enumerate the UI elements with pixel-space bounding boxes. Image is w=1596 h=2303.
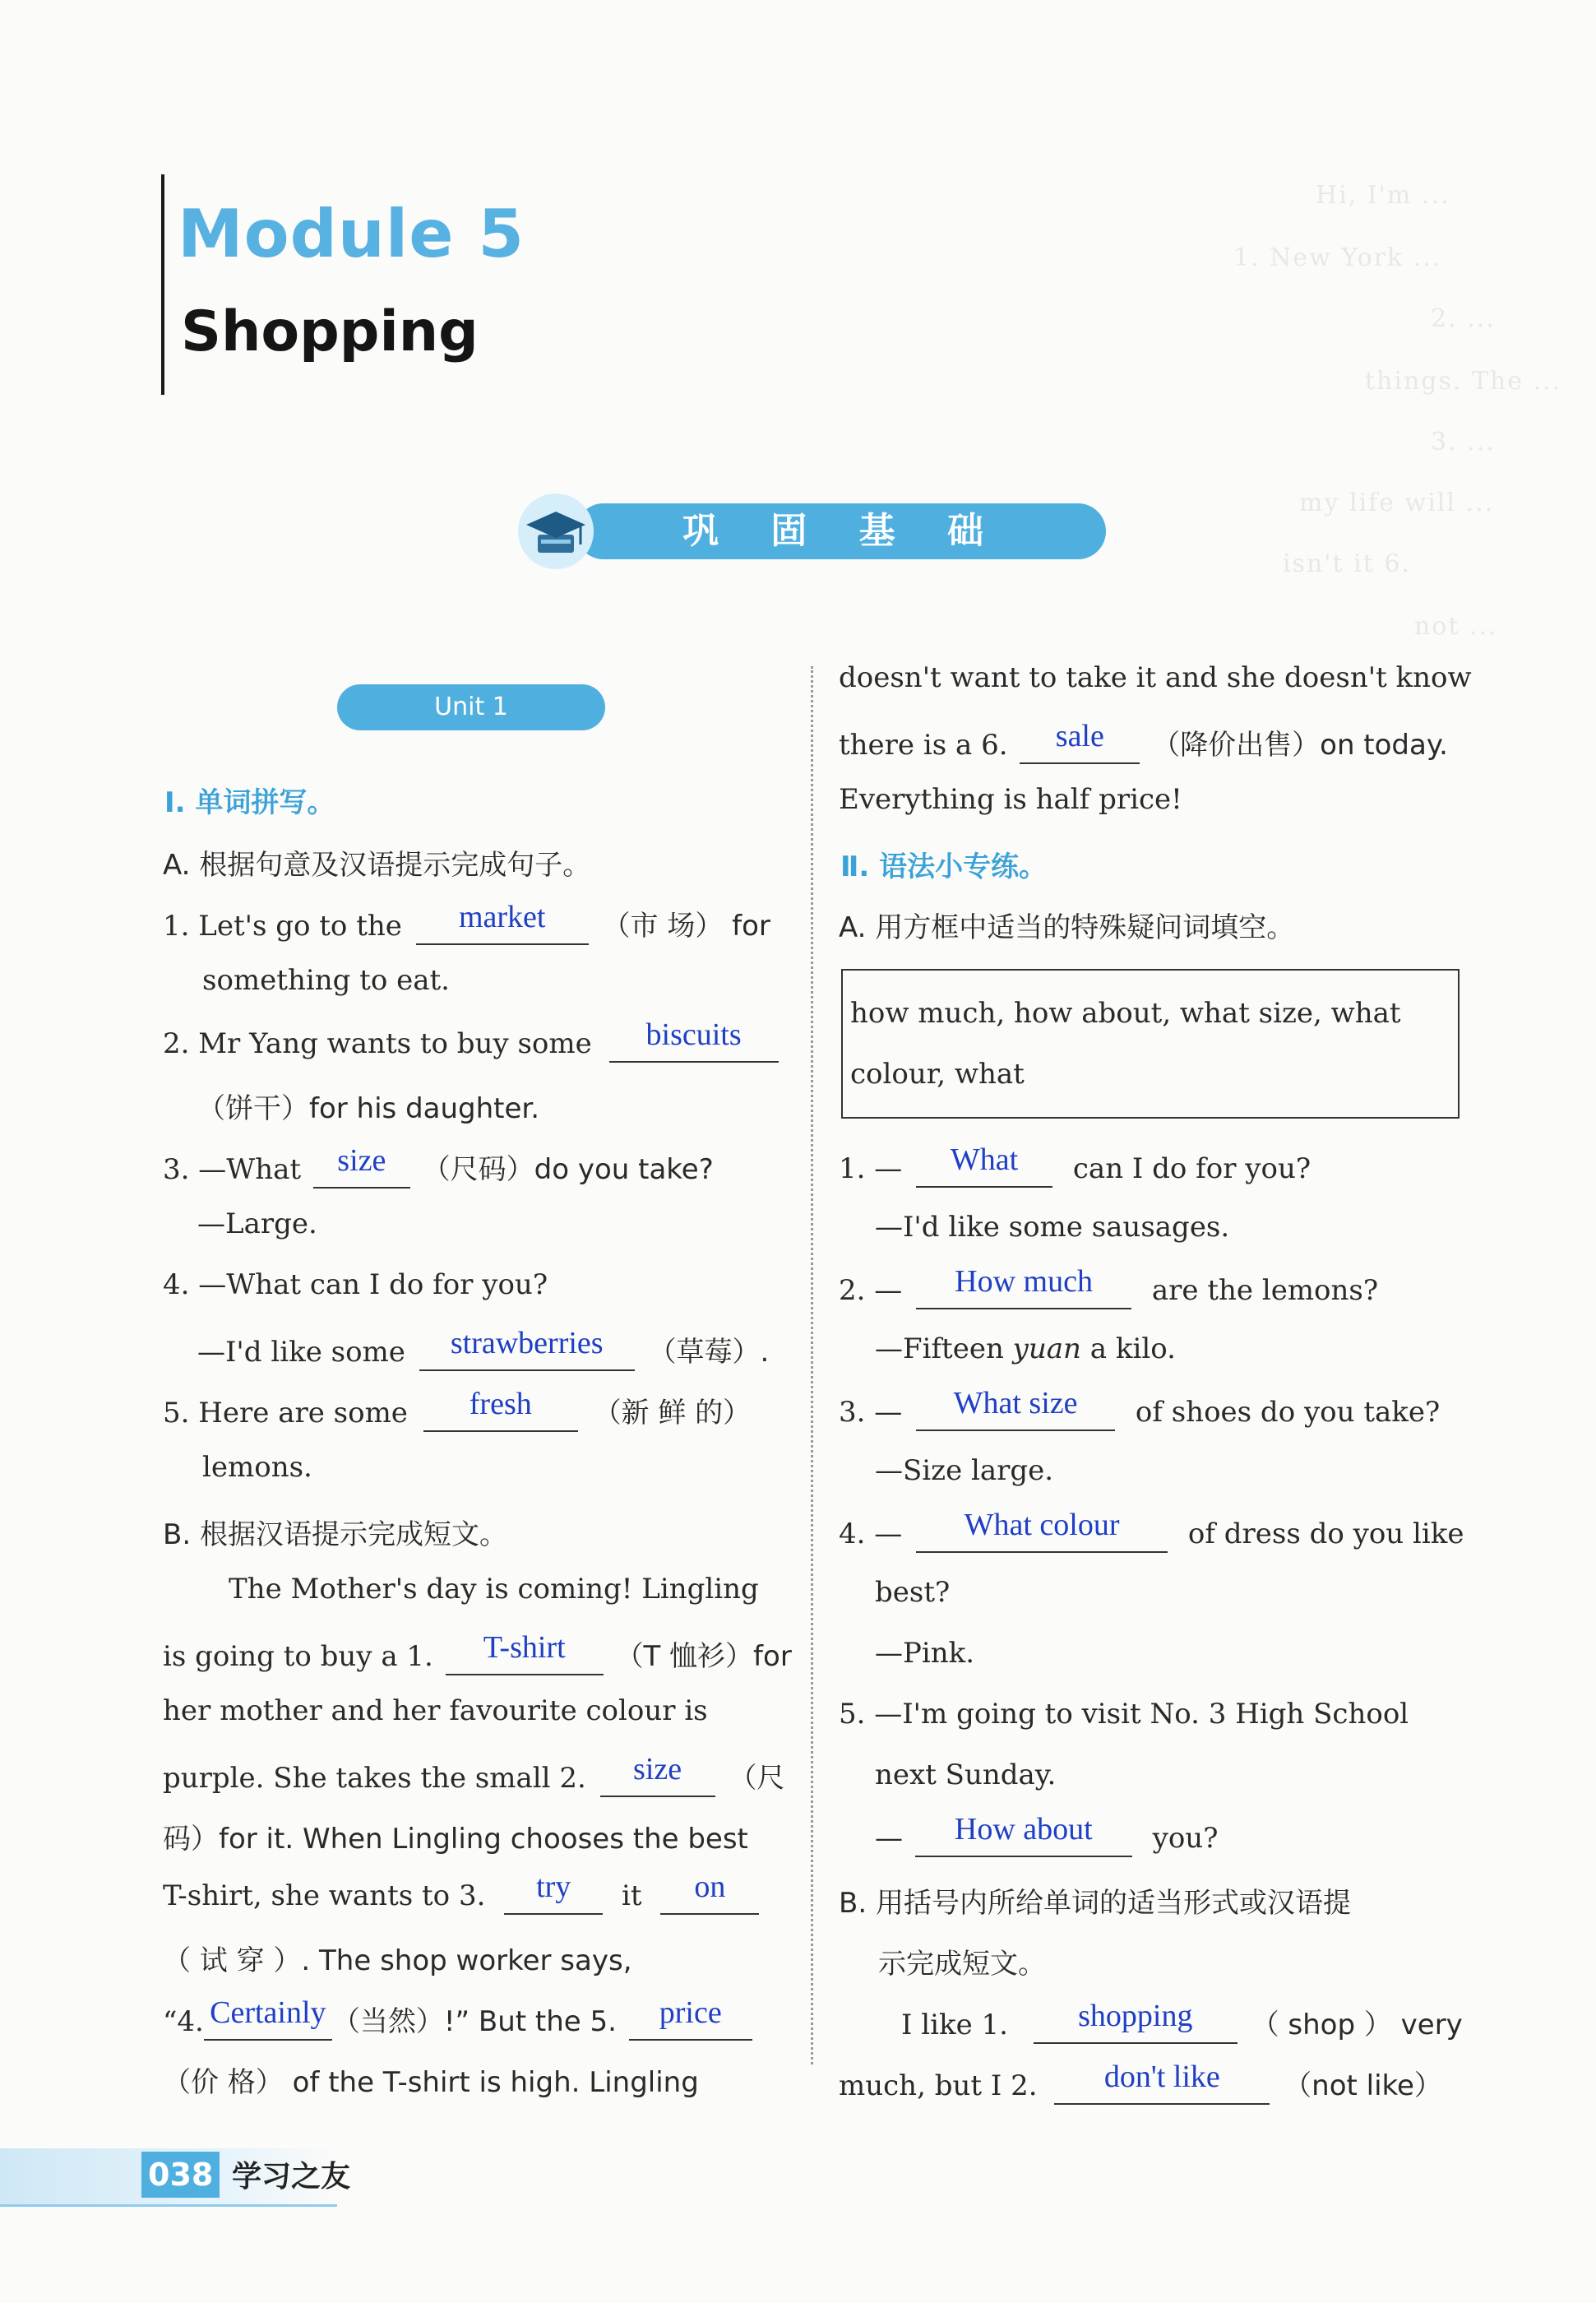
word-box — [841, 969, 1460, 1119]
book-brand: 学习之友 — [232, 2160, 351, 2194]
answer-blank: try — [504, 1877, 603, 1915]
answer-blank: size — [313, 1151, 410, 1189]
passage-line: her mother and her favourite colour is — [163, 1694, 708, 1727]
page-title: Shopping — [181, 299, 479, 364]
passage-line: The Mother's day is coming! Lingling — [229, 1573, 759, 1606]
passage-line: T-shirt, she wants to 3. try it on — [163, 1877, 759, 1915]
question-4: 4. —What can I do for you? — [163, 1268, 548, 1301]
part-b-instruction: B. 用括号内所给单词的适当形式或汉语提 — [839, 1887, 1351, 1920]
answer-blank: market — [416, 907, 589, 945]
section-banner-label: 巩 固 基 础 — [682, 510, 1003, 552]
word-box-line: how much, how about, what size, what — [850, 997, 1401, 1030]
answer-blank: strawberries — [419, 1333, 635, 1371]
passage-line: （ 试 穿 ）. The shop worker says, — [163, 1944, 632, 1977]
word-box-line: colour, what — [850, 1058, 1025, 1091]
question-1: 1. — What can I do for you? — [839, 1150, 1311, 1188]
answer-blank: biscuits — [609, 1025, 779, 1063]
passage-line: （价 格） of the T-shirt is high. Lingling — [163, 2066, 699, 2099]
passage-line: there is a 6. sale （降价出售）on today. — [839, 722, 1448, 764]
answer-blank: How much — [916, 1272, 1131, 1309]
answer-blank: size — [600, 1759, 715, 1797]
title-accent-bar — [161, 174, 164, 395]
part-a-instruction: A. 用方框中适当的特殊疑问词填空。 — [839, 911, 1295, 944]
footer-rule — [0, 2204, 337, 2207]
question-2: 2. — How much are the lemons? — [839, 1272, 1378, 1309]
question-2: 2. Mr Yang wants to buy some biscuits — [163, 1025, 779, 1063]
answer-blank: price — [629, 2003, 752, 2041]
section-2-heading: Ⅱ. 语法小专练。 — [840, 850, 1048, 883]
passage-line: I like 1. shopping （ shop ） very — [901, 2002, 1463, 2044]
answer-blank: What size — [916, 1393, 1115, 1431]
passage-line: doesn't want to take it and she doesn't know — [839, 661, 1472, 694]
passage-line: much, but I 2. don't like （not like） — [839, 2063, 1442, 2105]
question-4: 4. — What colour of dress do you like — [839, 1515, 1464, 1553]
passage-line: “4. Certainly （当然）!” But the 5. price — [163, 1999, 752, 2041]
answer-blank: Certainly — [204, 2003, 332, 2041]
question-3: 3. — What size of shoes do you take? — [839, 1393, 1440, 1431]
section-1-heading: Ⅰ. 单词拼写。 — [164, 786, 335, 819]
question-3: 3. —What size （尺码）do you take? — [163, 1147, 714, 1189]
passage-line: is going to buy a 1. T-shirt （T 恤衫）for — [163, 1633, 792, 1675]
answer-blank: on — [660, 1877, 759, 1915]
page-number: 038 — [141, 2152, 220, 2198]
passage-line: 码）for it. When Lingling chooses the best — [163, 1823, 748, 1856]
answer-blank: shopping — [1034, 2006, 1237, 2044]
answer-blank: What colour — [916, 1515, 1168, 1553]
module-title: Module 5 — [178, 196, 525, 272]
part-a-instruction: A. 根据句意及汉语提示完成句子。 — [163, 849, 591, 882]
answer-blank: sale — [1020, 726, 1140, 764]
unit-label: Unit 1 — [337, 684, 605, 730]
answer-blank: What — [916, 1150, 1052, 1188]
passage-line: purple. She takes the small 2. size （尺 — [163, 1755, 784, 1797]
answer-blank: don't like — [1054, 2067, 1270, 2105]
question-5: 5. —I'm going to visit No. 3 High School — [839, 1698, 1409, 1731]
graduation-cap-icon — [516, 492, 595, 571]
answer-blank: How about — [915, 1819, 1132, 1857]
answer-blank: T-shirt — [446, 1638, 604, 1675]
question-1: 1. Let's go to the market （市 场） for — [163, 903, 770, 945]
column-divider — [811, 666, 813, 2064]
answer-blank: fresh — [423, 1394, 578, 1432]
passage-line: Everything is half price! — [839, 783, 1182, 816]
question-5: 5. Here are some fresh （新 鲜 的） — [163, 1390, 751, 1432]
part-b-instruction: B. 根据汉语提示完成短文。 — [163, 1518, 507, 1551]
